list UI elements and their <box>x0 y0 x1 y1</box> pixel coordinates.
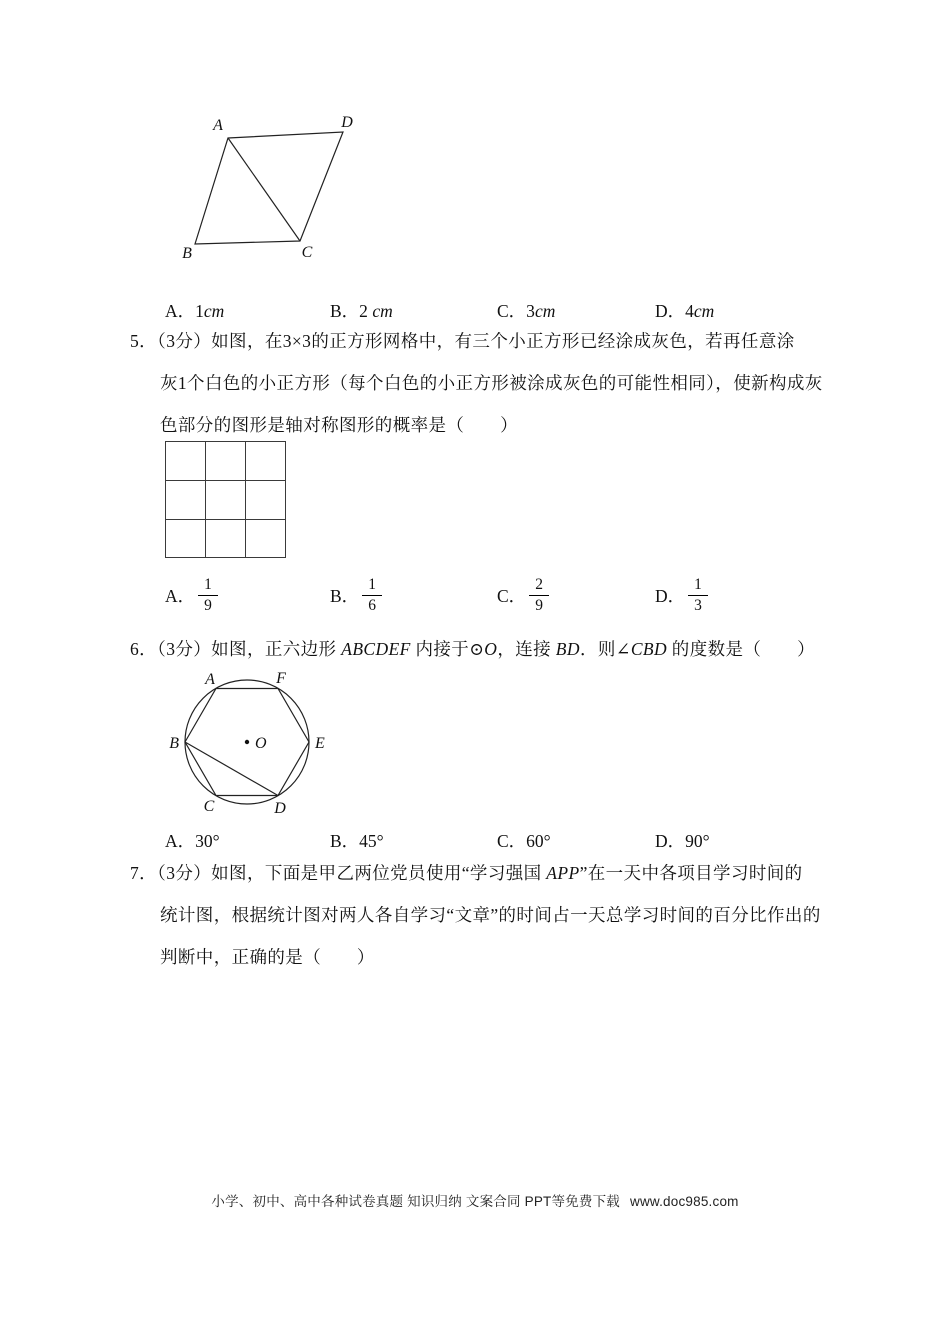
q4-option-c <box>497 298 555 323</box>
q5-option-c-label: C． <box>497 585 527 606</box>
q4-option-d <box>655 298 714 323</box>
q6-text <box>130 638 815 661</box>
fraction-numerator: 1 <box>198 576 218 596</box>
q7-text-line2: 统计图，根据统计图对两人各自学习“文章”的时间占一天总学习时间的百分比作出的 <box>160 905 821 925</box>
q5-option-d-label: D． <box>655 585 686 606</box>
fraction-denominator: 9 <box>535 596 543 614</box>
q6-seg-math: O <box>484 639 498 659</box>
q5-option-a <box>165 576 218 615</box>
q7-text-line3: 判断中，正确的是（ ） <box>160 947 375 967</box>
fraction-denominator: 3 <box>694 596 702 614</box>
fraction-numerator: 2 <box>529 576 549 596</box>
q6-seg: 的度数是（ ） <box>667 639 815 659</box>
footer-url: www.doc985.com <box>630 1194 739 1209</box>
q6-seg-math: BD <box>555 639 580 659</box>
vertex-label-b: B <box>182 245 192 262</box>
fraction-numerator: 1 <box>362 576 382 596</box>
q4-option-a-unit: cm <box>203 301 225 321</box>
grid-3x3-figure <box>165 441 286 558</box>
vertex-label-b: B <box>169 735 179 752</box>
q7-seg: 7．（3分）如图，下面是甲乙两位党员使用“学习强国 <box>130 863 547 883</box>
q5-text-line3: 色部分的图形是轴对称图形的概率是（ ） <box>160 415 518 435</box>
vertex-label-a: A <box>213 117 223 134</box>
q4-option-b-unit: cm <box>372 301 393 321</box>
q5-option-b-fraction <box>362 576 382 615</box>
q5-option-c-fraction <box>529 576 549 615</box>
q5-option-b <box>330 576 382 615</box>
q5-option-d-fraction <box>688 576 708 615</box>
center-label-o: O <box>255 735 267 752</box>
q5-text-line2: 灰1个白色的小正方形（每个白色的小正方形被涂成灰色的可能性相同），使新构成灰 <box>160 373 823 393</box>
vertex-label-d: D <box>274 800 286 817</box>
q6-option-c: C．60° <box>497 831 551 851</box>
q4-option-c-text: C．3 <box>497 301 535 321</box>
fraction-numerator: 1 <box>688 576 708 596</box>
q4-option-a <box>165 298 224 323</box>
grid-outline <box>166 442 286 558</box>
q4-option-b-text: B．2 <box>330 301 373 321</box>
q5-option-a-label: A． <box>165 585 196 606</box>
q6-option-d: D．90° <box>655 831 710 851</box>
footer-text: 小学、初中、高中各种试卷真题 知识归纳 文案合同 PPT等免费下载 <box>211 1194 620 1209</box>
q4-option-d-text: D．4 <box>655 301 694 321</box>
q7-seg-math: APP <box>546 863 580 883</box>
vertex-label-c: C <box>203 798 215 815</box>
parallelogram-figure <box>180 115 370 265</box>
q6-seg: ．则∠ <box>579 639 631 659</box>
vertex-label-f: F <box>276 670 286 687</box>
vertex-label-a: A <box>205 671 215 688</box>
parallelogram-shape <box>195 132 343 244</box>
q5-option-c <box>497 576 549 615</box>
fraction-denominator: 9 <box>204 596 212 614</box>
vertex-label-c: C <box>301 244 313 261</box>
q6-option-a: A．30° <box>165 831 220 851</box>
q4-option-c-unit: cm <box>534 301 556 321</box>
q6-seg: 6．（3分）如图，正六边形 <box>130 639 342 659</box>
q7-seg: ”在一天中各项目学习时间的 <box>579 863 803 883</box>
q5-option-d <box>655 576 708 615</box>
q6-seg: 内接于⊙ <box>410 639 485 659</box>
fraction-denominator: 6 <box>368 596 376 614</box>
q5-option-a-fraction <box>198 576 218 615</box>
q4-option-a-text: A．1 <box>165 301 204 321</box>
q4-option-b <box>330 298 393 323</box>
vertex-label-d: D <box>341 114 353 131</box>
q5-option-b-label: B． <box>330 585 360 606</box>
q6-seg: ，连接 <box>497 639 556 659</box>
vertex-label-e: E <box>315 735 325 752</box>
diagonal-ac <box>228 138 300 241</box>
center-dot <box>245 740 249 744</box>
q6-seg-math: CBD <box>630 639 668 659</box>
q6-seg-math: ABCDEF <box>341 639 411 659</box>
q7-text-line1 <box>130 862 803 885</box>
page-footer <box>0 1190 950 1210</box>
q5-text-line1: 5．（3分）如图，在3×3的正方形网格中，有三个小正方形已经涂成灰色，若再任意涂 <box>130 331 795 351</box>
hexagon-circle-figure <box>170 672 335 820</box>
q4-option-d-unit: cm <box>693 301 715 321</box>
q6-option-b: B．45° <box>330 831 384 851</box>
